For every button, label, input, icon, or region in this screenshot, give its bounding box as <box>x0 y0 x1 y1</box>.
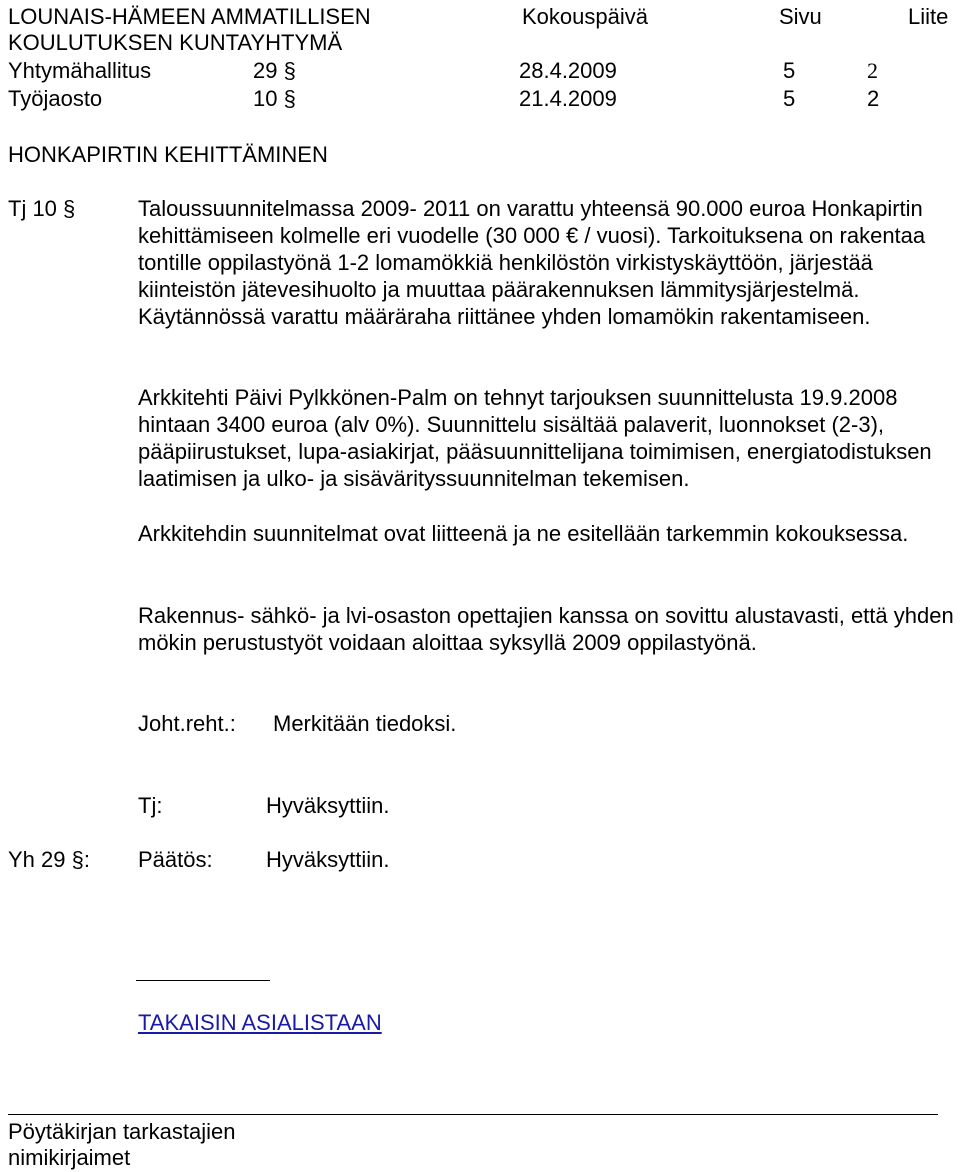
page-number: 5 <box>783 58 796 83</box>
page-title: HONKAPIRTIN KEHITTÄMINEN <box>8 142 328 167</box>
footer-line1: Pöytäkirjan tarkastajien <box>8 1119 236 1144</box>
meeting-date: 28.4.2009 <box>519 58 617 83</box>
body-name: Yhtymähallitus <box>8 58 152 83</box>
page-header: Sivu <box>779 4 822 29</box>
yh-decision-label: Päätös: <box>138 847 213 872</box>
attachment-header: Liite <box>908 4 949 29</box>
tj-decision-label: Tj: <box>138 793 163 818</box>
organization-name-line2: KOULUTUKSEN KUNTAYHTYMÄ <box>8 30 343 55</box>
attachment-number: 2 <box>867 86 880 111</box>
paragraph-architect-offer: Arkkitehti Päivi Pylkkönen-Palm on tehnyt tarjouksen suunnittelusta 19.9.2008 hintaan 3400 euroa (alv 0%). Suunnittelu sisältää palaverit, luonnokset (2-3), pääpiirustukset, lupa-asiakirjat, pääsuunnittelijana toimimisen, energiatodistuksen laatimisen ja ulko- ja sisävärityssuunnitelman tekemisen. <box>138 385 932 491</box>
tj-decision-text: Hyväksyttiin. <box>266 793 390 818</box>
body-name: Työjaosto <box>8 86 103 111</box>
footer-line2: nimikirjaimet <box>8 1145 131 1170</box>
page-number: 5 <box>783 86 796 111</box>
back-to-agenda-link[interactable]: TAKAISIN ASIALISTAAN <box>138 1010 382 1035</box>
yh-decision-text: Hyväksyttiin. <box>266 847 390 872</box>
separator-short <box>136 980 270 981</box>
meeting-date-header: Kokouspäivä <box>522 4 648 29</box>
meeting-date: 21.4.2009 <box>519 86 617 111</box>
section-number: 10 § <box>253 86 296 111</box>
attachment-number: 2 <box>867 58 878 83</box>
paragraph-plans: Arkkitehdin suunnitelmat ovat liitteenä ja ne esitellään tarkemmin kokouksessa. <box>138 521 909 546</box>
signature-line <box>8 1114 938 1115</box>
yh-reference: Yh 29 §: <box>8 847 90 872</box>
section-number: 29 § <box>253 58 296 83</box>
proposal-text: Merkitään tiedoksi. <box>273 711 457 736</box>
organization-name-line1: LOUNAIS-HÄMEEN AMMATILLISEN <box>8 4 371 29</box>
proposal-label: Joht.reht.: <box>138 711 236 736</box>
paragraph-budget: Taloussuunnitelmassa 2009- 2011 on varattu yhteensä 90.000 euroa Honkapirtin kehittämiseen kolmelle eri vuodelle (30 000 € / vuosi). Tarkoituksena on rakentaa tontille oppilastyönä 1-2 lomamökkiä henkilöstön virkistyskäyttöön, järjestää kiinteistön jätevesihuolto ja muuttaa päärakennuksen lämmitysjärjestelmä. Käytännössä varattu määräraha riittänee yhden lomamökin rakentamiseen. <box>138 196 926 329</box>
item-reference: Tj 10 § <box>8 196 76 221</box>
paragraph-construction: Rakennus- sähkö- ja lvi-osaston opettajien kanssa on sovittu alustavasti, että yhden mökin perustustyöt voidaan aloittaa syksyllä 2009 oppilastyönä. <box>138 603 954 655</box>
